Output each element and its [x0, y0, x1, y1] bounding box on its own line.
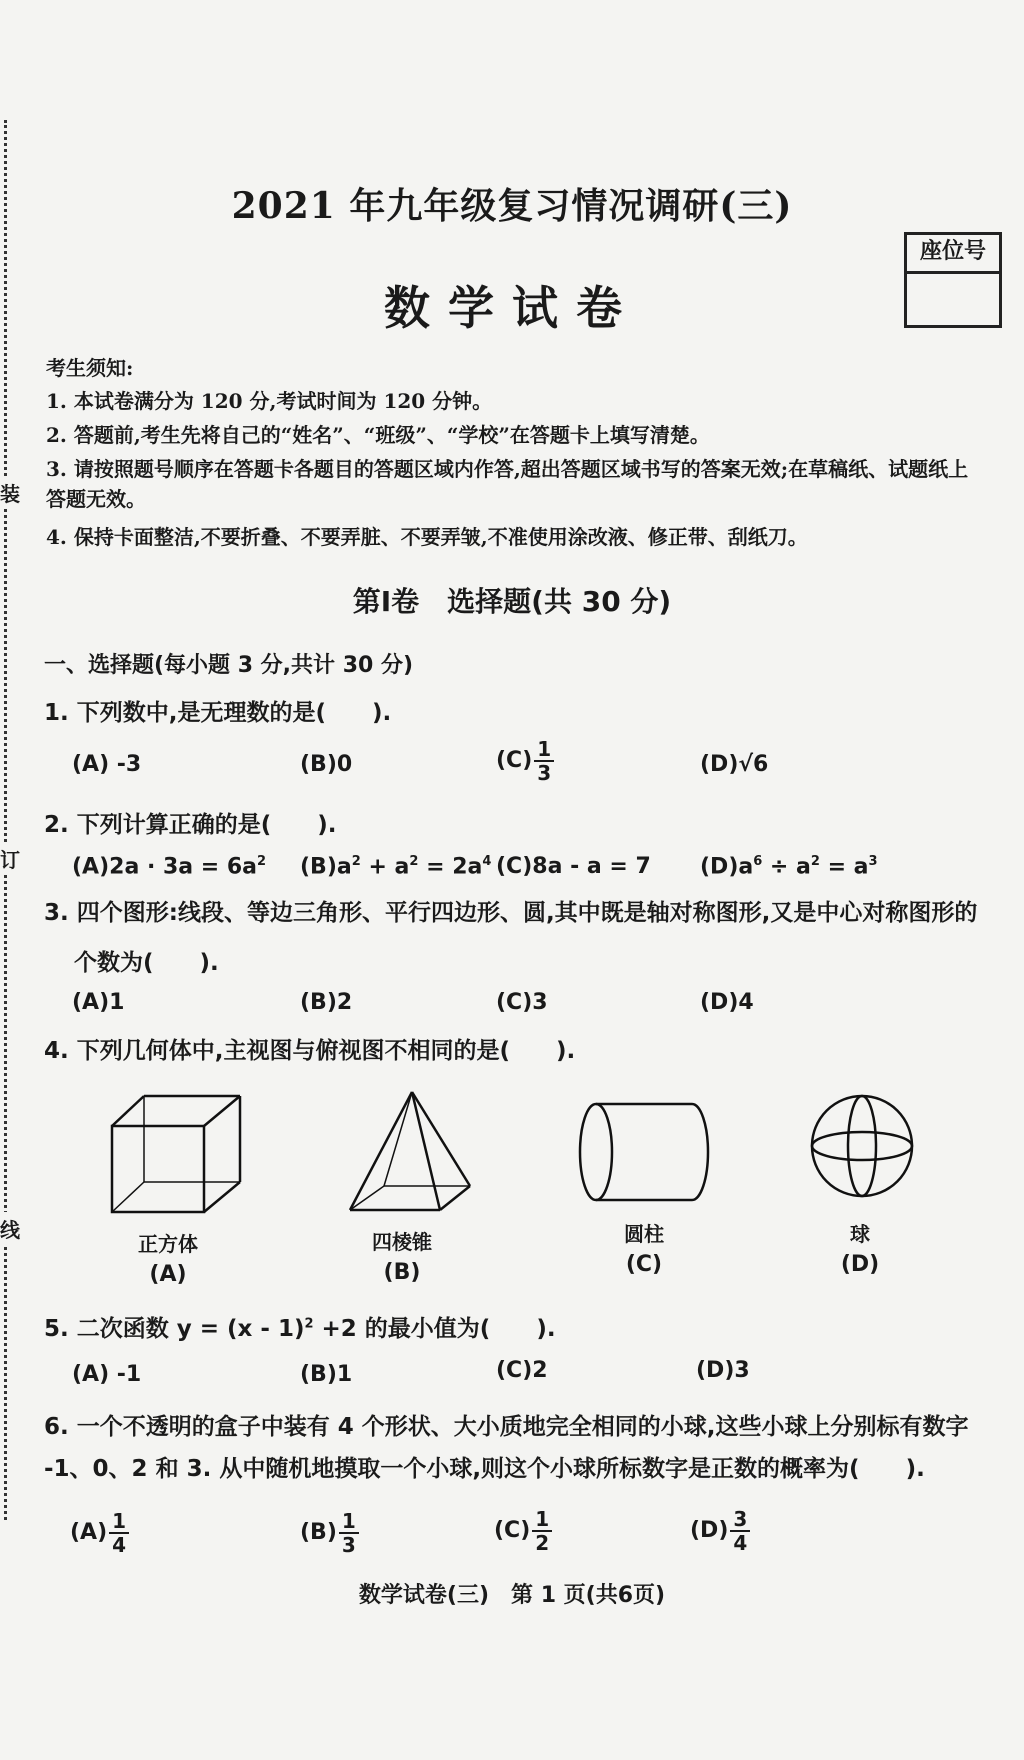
cube-edge [112, 1096, 144, 1126]
question-4-stem: 4. 下列几何体中,主视图与俯视图不相同的是( ). [44, 1038, 576, 1064]
pyramid-edge [350, 1092, 412, 1210]
shape-label-c: 圆柱 [624, 1222, 664, 1246]
seat-number-box [904, 232, 1002, 328]
q3-option-a: (A)1 [72, 990, 125, 1015]
q6-option-a [70, 1510, 129, 1556]
q1-option-c-fraction [534, 738, 554, 784]
q2-option-a [72, 854, 266, 879]
page-footer: 数学试卷(三) 第 1 页(共6页) [358, 1583, 666, 1608]
q2-b-text-2: + a [360, 854, 410, 880]
sphere-outline [812, 1096, 912, 1196]
binding-char-zhuang: 装 [0, 476, 20, 509]
q5-stem-text-1: 5. 二次函数 y = (x - 1) [44, 1316, 305, 1342]
pyramid-base-edge [440, 1186, 470, 1210]
q6-c-fraction [532, 1508, 552, 1554]
notice-item-3: 3. 请按照题号顺序在答题卡各题目的答题区域内作答,超出答题区域书写的答案无效;在草稿纸、试题纸上答题无效。 [46, 457, 969, 511]
q2-b-exp-2: 2 [409, 854, 419, 869]
q1-option-d: (D)√6 [700, 752, 769, 777]
fraction-numerator: 1 [109, 1510, 129, 1534]
q3-option-c: (C)3 [496, 990, 548, 1015]
fraction-denominator: 3 [341, 1533, 356, 1557]
question-6-stem: 6. 一个不透明的盒子中装有 4 个形状、大小质地完全相同的小球,这些小球上分别标有数字 [44, 1414, 969, 1440]
q1-option-b: (B)0 [300, 752, 353, 777]
pyramid-figure [344, 1086, 484, 1222]
cylinder-right-arc [692, 1104, 708, 1200]
q5-stem-exp: 2 [304, 1316, 314, 1332]
q1-option-c-prefix: (C) [496, 748, 533, 773]
seat-number-label: 座位号 [907, 235, 999, 274]
pyramid-edge [412, 1092, 440, 1210]
part-heading: 一、选择题(每小题 3 分,共计 30 分) [44, 653, 414, 678]
fraction-numerator: 3 [730, 1508, 750, 1532]
fraction-denominator: 4 [112, 1533, 127, 1557]
cylinder-left-ellipse [580, 1104, 612, 1200]
q2-d-exp-2: 2 [810, 854, 820, 869]
q2-b-text-1: (B)a [300, 854, 352, 880]
q2-b-exp-3: 4 [482, 854, 492, 869]
q3-option-d: (D)4 [700, 990, 754, 1015]
shape-letter-d: (D) [840, 1252, 880, 1277]
q2-option-c: (C)8a - a = 7 [496, 854, 651, 879]
q5-option-b: (B)1 [300, 1362, 353, 1387]
shape-label-d: 球 [850, 1222, 870, 1246]
q2-a-text: (A)2a · 3a = 6a [72, 854, 258, 880]
notice-heading: 考生须知: [46, 356, 134, 380]
exam-subtitle: 数学试卷 [384, 281, 640, 335]
q2-d-exp-3: 3 [868, 854, 878, 869]
question-6-stem-cont: -1、0、2 和 3. 从中随机地摸取一个小球,则这个小球所标数字是正数的概率为( ). [44, 1456, 925, 1482]
binding-char-ding: 订 [0, 842, 20, 875]
q2-d-text-3: = a [819, 854, 869, 880]
fraction-denominator: 3 [537, 761, 552, 785]
q2-a-exp: 2 [257, 854, 267, 869]
question-2-stem: 2. 下列计算正确的是( ). [44, 812, 337, 838]
sphere-figure [806, 1090, 918, 1202]
q5-stem-text-2: +2 的最小值为( ). [313, 1316, 556, 1342]
q6-d-fraction [730, 1508, 750, 1554]
shape-letter-b: (B) [383, 1260, 421, 1285]
cube-edge [204, 1182, 240, 1212]
q3-option-b: (B)2 [300, 990, 353, 1015]
q5-option-d: (D)3 [696, 1358, 750, 1383]
notice-item-4: 4. 保持卡面整洁,不要折叠、不要弄脏、不要弄皱,不准使用涂改液、修正带、刮纸刀。 [46, 525, 808, 549]
shape-label-a: 正方体 [138, 1232, 198, 1256]
pyramid-edge [412, 1092, 470, 1186]
sphere-meridian [848, 1096, 876, 1196]
question-5-stem [44, 1310, 984, 1343]
sphere-equator [812, 1132, 912, 1160]
q1-option-c [496, 738, 554, 784]
q6-c-prefix: (C) [494, 1518, 531, 1543]
fraction-numerator: 1 [532, 1508, 552, 1532]
q6-d-prefix: (D) [690, 1518, 729, 1543]
shape-letter-a: (A) [149, 1262, 187, 1287]
fraction-denominator: 2 [535, 1531, 550, 1555]
cube-edge [204, 1096, 240, 1126]
q6-option-d [690, 1508, 750, 1554]
notice-item-2: 2. 答题前,考生先将自己的“姓名”、“班级”、“学校”在答题卡上填写清楚。 [46, 423, 710, 447]
cube-hidden-edge [112, 1182, 144, 1212]
question-3-stem: 3. 四个图形:线段、等边三角形、平行四边形、圆,其中既是轴对称图形,又是中心对称图形的 [44, 900, 978, 926]
q2-b-exp-1: 2 [351, 854, 361, 869]
binding-char-xian: 线 [0, 1212, 20, 1245]
shape-letter-c: (C) [625, 1252, 663, 1277]
question-3-stem-cont: 个数为( ). [74, 950, 219, 976]
q2-b-text-3: = 2a [418, 854, 483, 880]
q6-option-b [300, 1510, 359, 1556]
q2-option-b [300, 854, 491, 879]
q5-option-c: (C)2 [496, 1358, 548, 1383]
fraction-denominator: 4 [733, 1531, 748, 1555]
q2-option-d [700, 854, 878, 879]
q5-option-a: (A) -1 [72, 1362, 142, 1387]
fraction-numerator: 1 [534, 738, 554, 762]
cube-figure [104, 1090, 254, 1220]
q6-b-prefix: (B) [300, 1520, 337, 1545]
shape-label-b: 四棱锥 [372, 1230, 432, 1254]
question-1-stem: 1. 下列数中,是无理数的是( ). [44, 700, 392, 726]
q2-d-exp-1: 6 [753, 854, 763, 869]
q2-d-text-2: ÷ a [762, 854, 811, 880]
notice-item-1: 1. 本试卷满分为 120 分,考试时间为 120 分钟。 [46, 389, 493, 413]
q1-option-a: (A) -3 [72, 752, 142, 777]
section-title: 第Ⅰ卷 选择题(共 30 分) [352, 585, 672, 618]
q6-a-fraction [109, 1510, 129, 1556]
q2-d-text-1: (D)a [700, 854, 754, 880]
q6-b-fraction [339, 1510, 359, 1556]
q6-option-c [494, 1508, 552, 1554]
q6-a-prefix: (A) [70, 1520, 108, 1545]
cylinder-figure [574, 1096, 714, 1208]
fraction-numerator: 1 [339, 1510, 359, 1534]
exam-title: 2021 年九年级复习情况调研(三) [231, 185, 793, 227]
